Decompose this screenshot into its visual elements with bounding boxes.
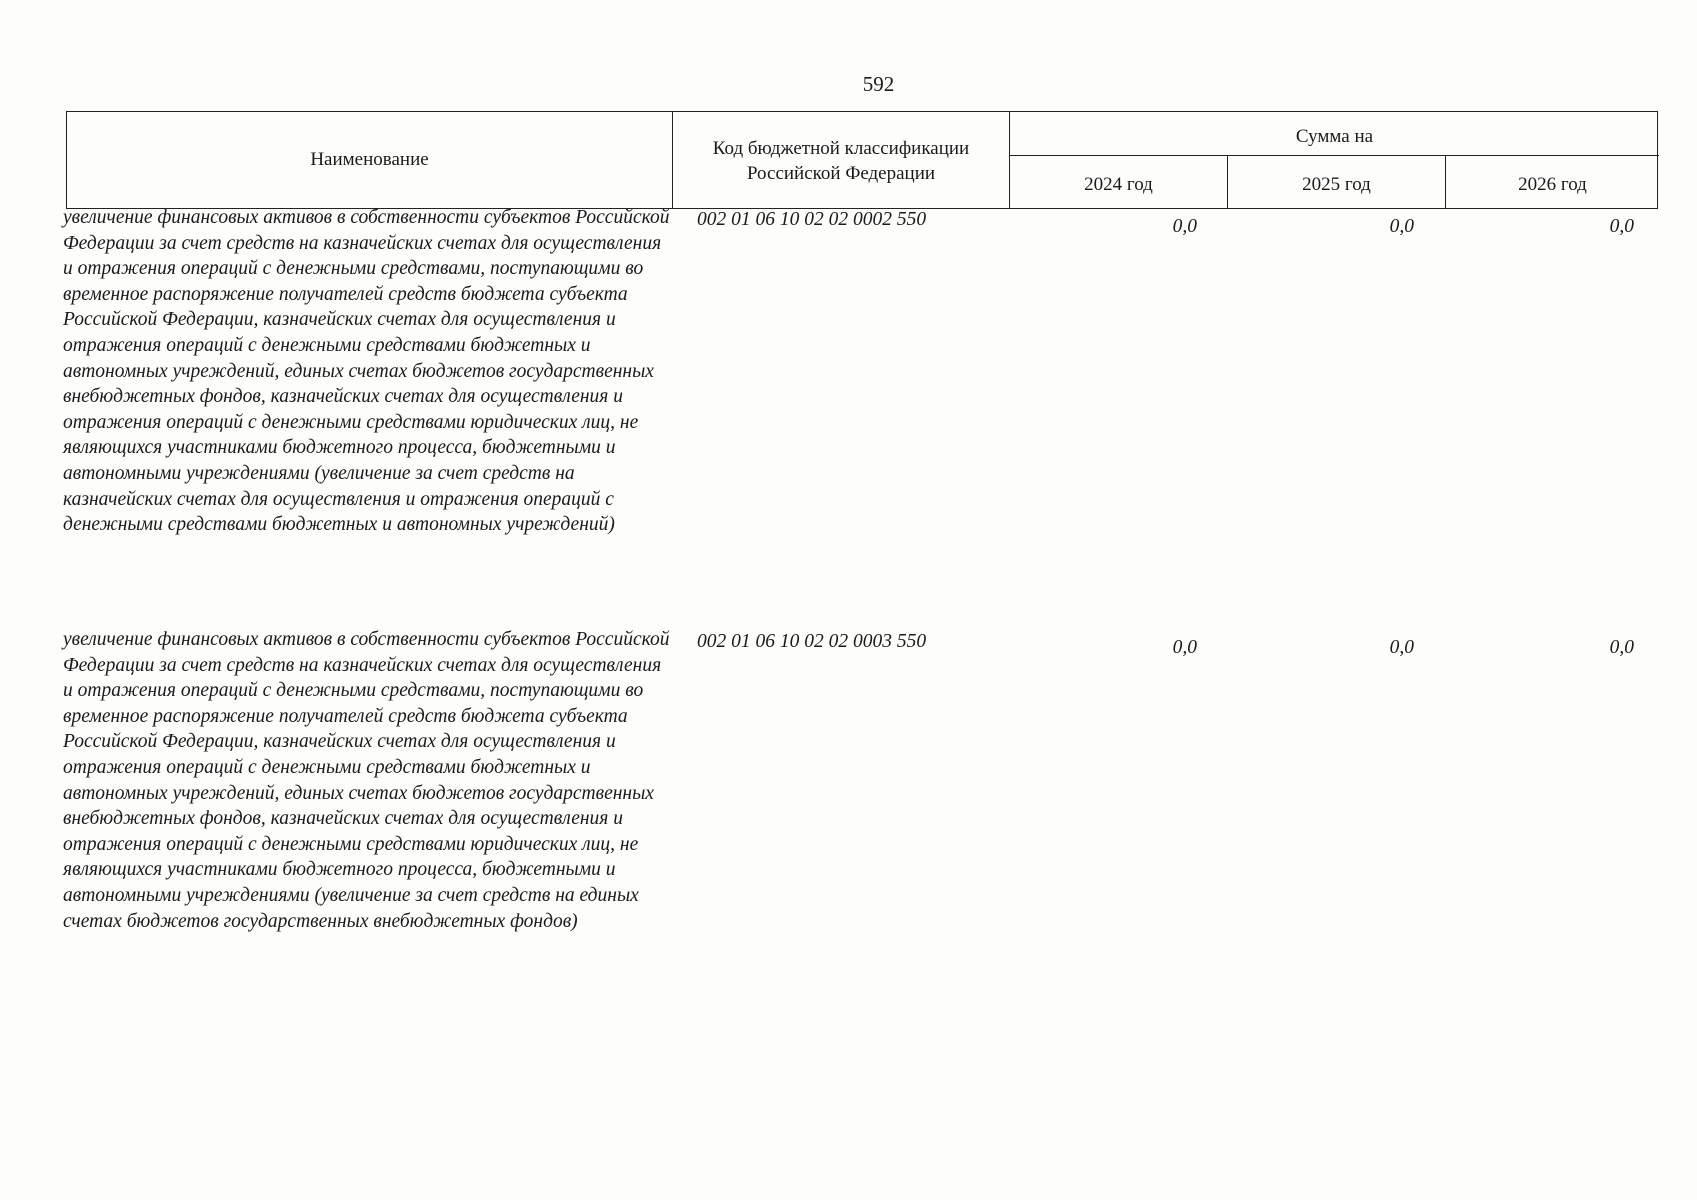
header-year-2026: 2026 год <box>1518 174 1587 195</box>
header-code-line2: Российской Федерации <box>746 163 936 184</box>
header-sum: Сумма на <box>1010 112 1659 156</box>
table-header <box>66 111 1658 209</box>
row-value-2024: 0,0 <box>1172 637 1197 658</box>
row-value-2025: 0,0 <box>1389 216 1414 237</box>
row-name: увеличение финансовых активов в собственности субъектов Российской Федерации за счет средств на казначейских счетах для осуществления и отражения операций с денежными средствами, поступающими во временное распоряжение получателей средств бюджета субъекта Российской Федерации, казначейских счетах для осуществления и отражения операций с денежными средствами бюджетных и автономных учреждений, единых счетах бюджетов государственных внебюджетных фондов, казначейских счетах для осуществления и отражения операций с денежными средствами юридических лиц, не являющихся участниками бюджетного процесса, бюджетными и автономными учреждениями (увеличение за счет средств на единых счетах бюджетов государственных внебюджетных фондов) <box>63 629 670 932</box>
row-name: увеличение финансовых активов в собственности субъектов Российской Федерации за счет средств на казначейских счетах для осуществления и отражения операций с денежными средствами, поступающими во временное распоряжение получателей средств бюджета субъекта Российской Федерации, казначейских счетах для осуществления и отражения операций с денежными средствами бюджетных и автономных учреждений, единых счетах бюджетов государственных внебюджетных фондов, казначейских счетах для осуществления и отражения операций с денежными средствами юридических лиц, не являющихся участниками бюджетного процесса, бюджетными и автономными учреждениями (увеличение за счет средств на казначейских счетах для осуществления и отражения операций с денежными средствами бюджетных и автономных учреждений) <box>63 207 670 536</box>
header-code <box>673 112 1010 208</box>
header-name: Наименование <box>67 112 673 208</box>
row-value-2026: 0,0 <box>1609 216 1634 237</box>
page-number: 592 <box>862 72 895 96</box>
row-value-2025: 0,0 <box>1389 637 1414 658</box>
row-value-2026: 0,0 <box>1609 637 1634 658</box>
row-value-2024: 0,0 <box>1172 216 1197 237</box>
header-code-line1: Код бюджетной классификации <box>712 138 970 159</box>
row-code: 002 01 06 10 02 02 0002 550 <box>697 209 927 230</box>
header-year-2025: 2025 год <box>1228 156 1446 208</box>
header-year-2024: 2024 год <box>1010 156 1228 208</box>
row-code: 002 01 06 10 02 02 0003 550 <box>697 631 927 652</box>
